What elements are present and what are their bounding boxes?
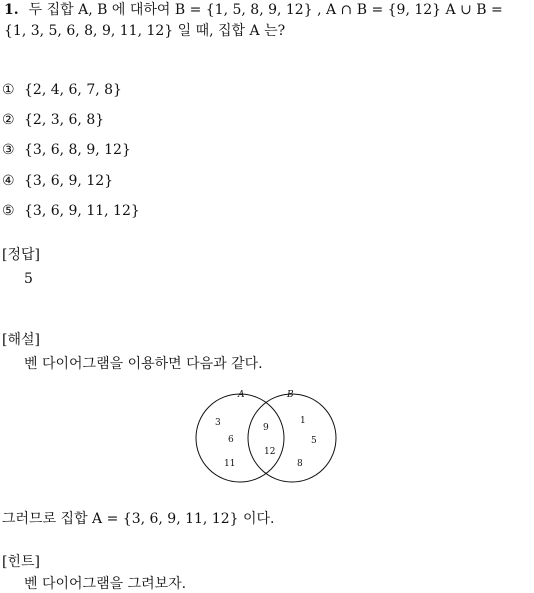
venn-only-b-2: 5 (311, 436, 317, 446)
hint-label: [힌트] (2, 554, 40, 570)
set-b-circle (248, 394, 336, 482)
venn-only-b-3: 8 (297, 459, 303, 469)
venn-only-a-1: 3 (215, 418, 221, 428)
venn-only-a-2: 6 (228, 435, 234, 445)
question-text-1: 두 집합 A, B 에 대하여 B = {1, 5, 8, 9, 12} , A ∩ B = {9, 12} A ∪ B = (28, 2, 503, 18)
option-3-number: ③ (2, 142, 15, 158)
venn-diagram (194, 386, 344, 488)
option-4-text: {3, 6, 9, 12} (24, 173, 114, 189)
option-4-number: ④ (2, 173, 15, 189)
set-a-circle (196, 394, 284, 482)
answer-label: [정답] (2, 247, 40, 263)
option-5-text: {3, 6, 9, 11, 12} (24, 203, 140, 219)
question-line-2: {1, 3, 5, 6, 8, 9, 11, 12} 일 때, 집합 A 는? (4, 23, 286, 39)
answer-value: 5 (24, 271, 33, 287)
option-5-number: ⑤ (2, 203, 15, 219)
explanation-text: 벤 다이어그램을 이용하면 다음과 같다. (24, 356, 263, 372)
option-2-text: {2, 3, 6, 8} (24, 112, 105, 128)
option-4[interactable] (2, 172, 113, 190)
set-a-label: A (238, 390, 245, 400)
venn-only-b-1: 1 (300, 416, 306, 426)
option-2-number: ② (2, 112, 15, 128)
option-1-number: ① (2, 82, 15, 98)
explanation-conclusion: 그러므로 집합 A = {3, 6, 9, 11, 12} 이다. (2, 511, 275, 527)
set-b-label: B (287, 390, 294, 400)
option-3-text: {3, 6, 8, 9, 12} (24, 142, 131, 158)
question-line-1 (4, 1, 503, 19)
hint-text: 벤 다이어그램을 그려보자. (24, 576, 187, 592)
option-3[interactable] (2, 141, 131, 159)
venn-only-a-3: 11 (224, 459, 236, 469)
option-2[interactable] (2, 111, 104, 129)
option-1[interactable] (2, 81, 122, 99)
explanation-label: [해설] (2, 332, 40, 348)
venn-both-2: 12 (264, 447, 276, 457)
option-5[interactable] (2, 202, 140, 220)
question-number: 1. (4, 2, 19, 18)
venn-both-1: 9 (263, 423, 269, 433)
option-1-text: {2, 4, 6, 7, 8} (24, 82, 122, 98)
